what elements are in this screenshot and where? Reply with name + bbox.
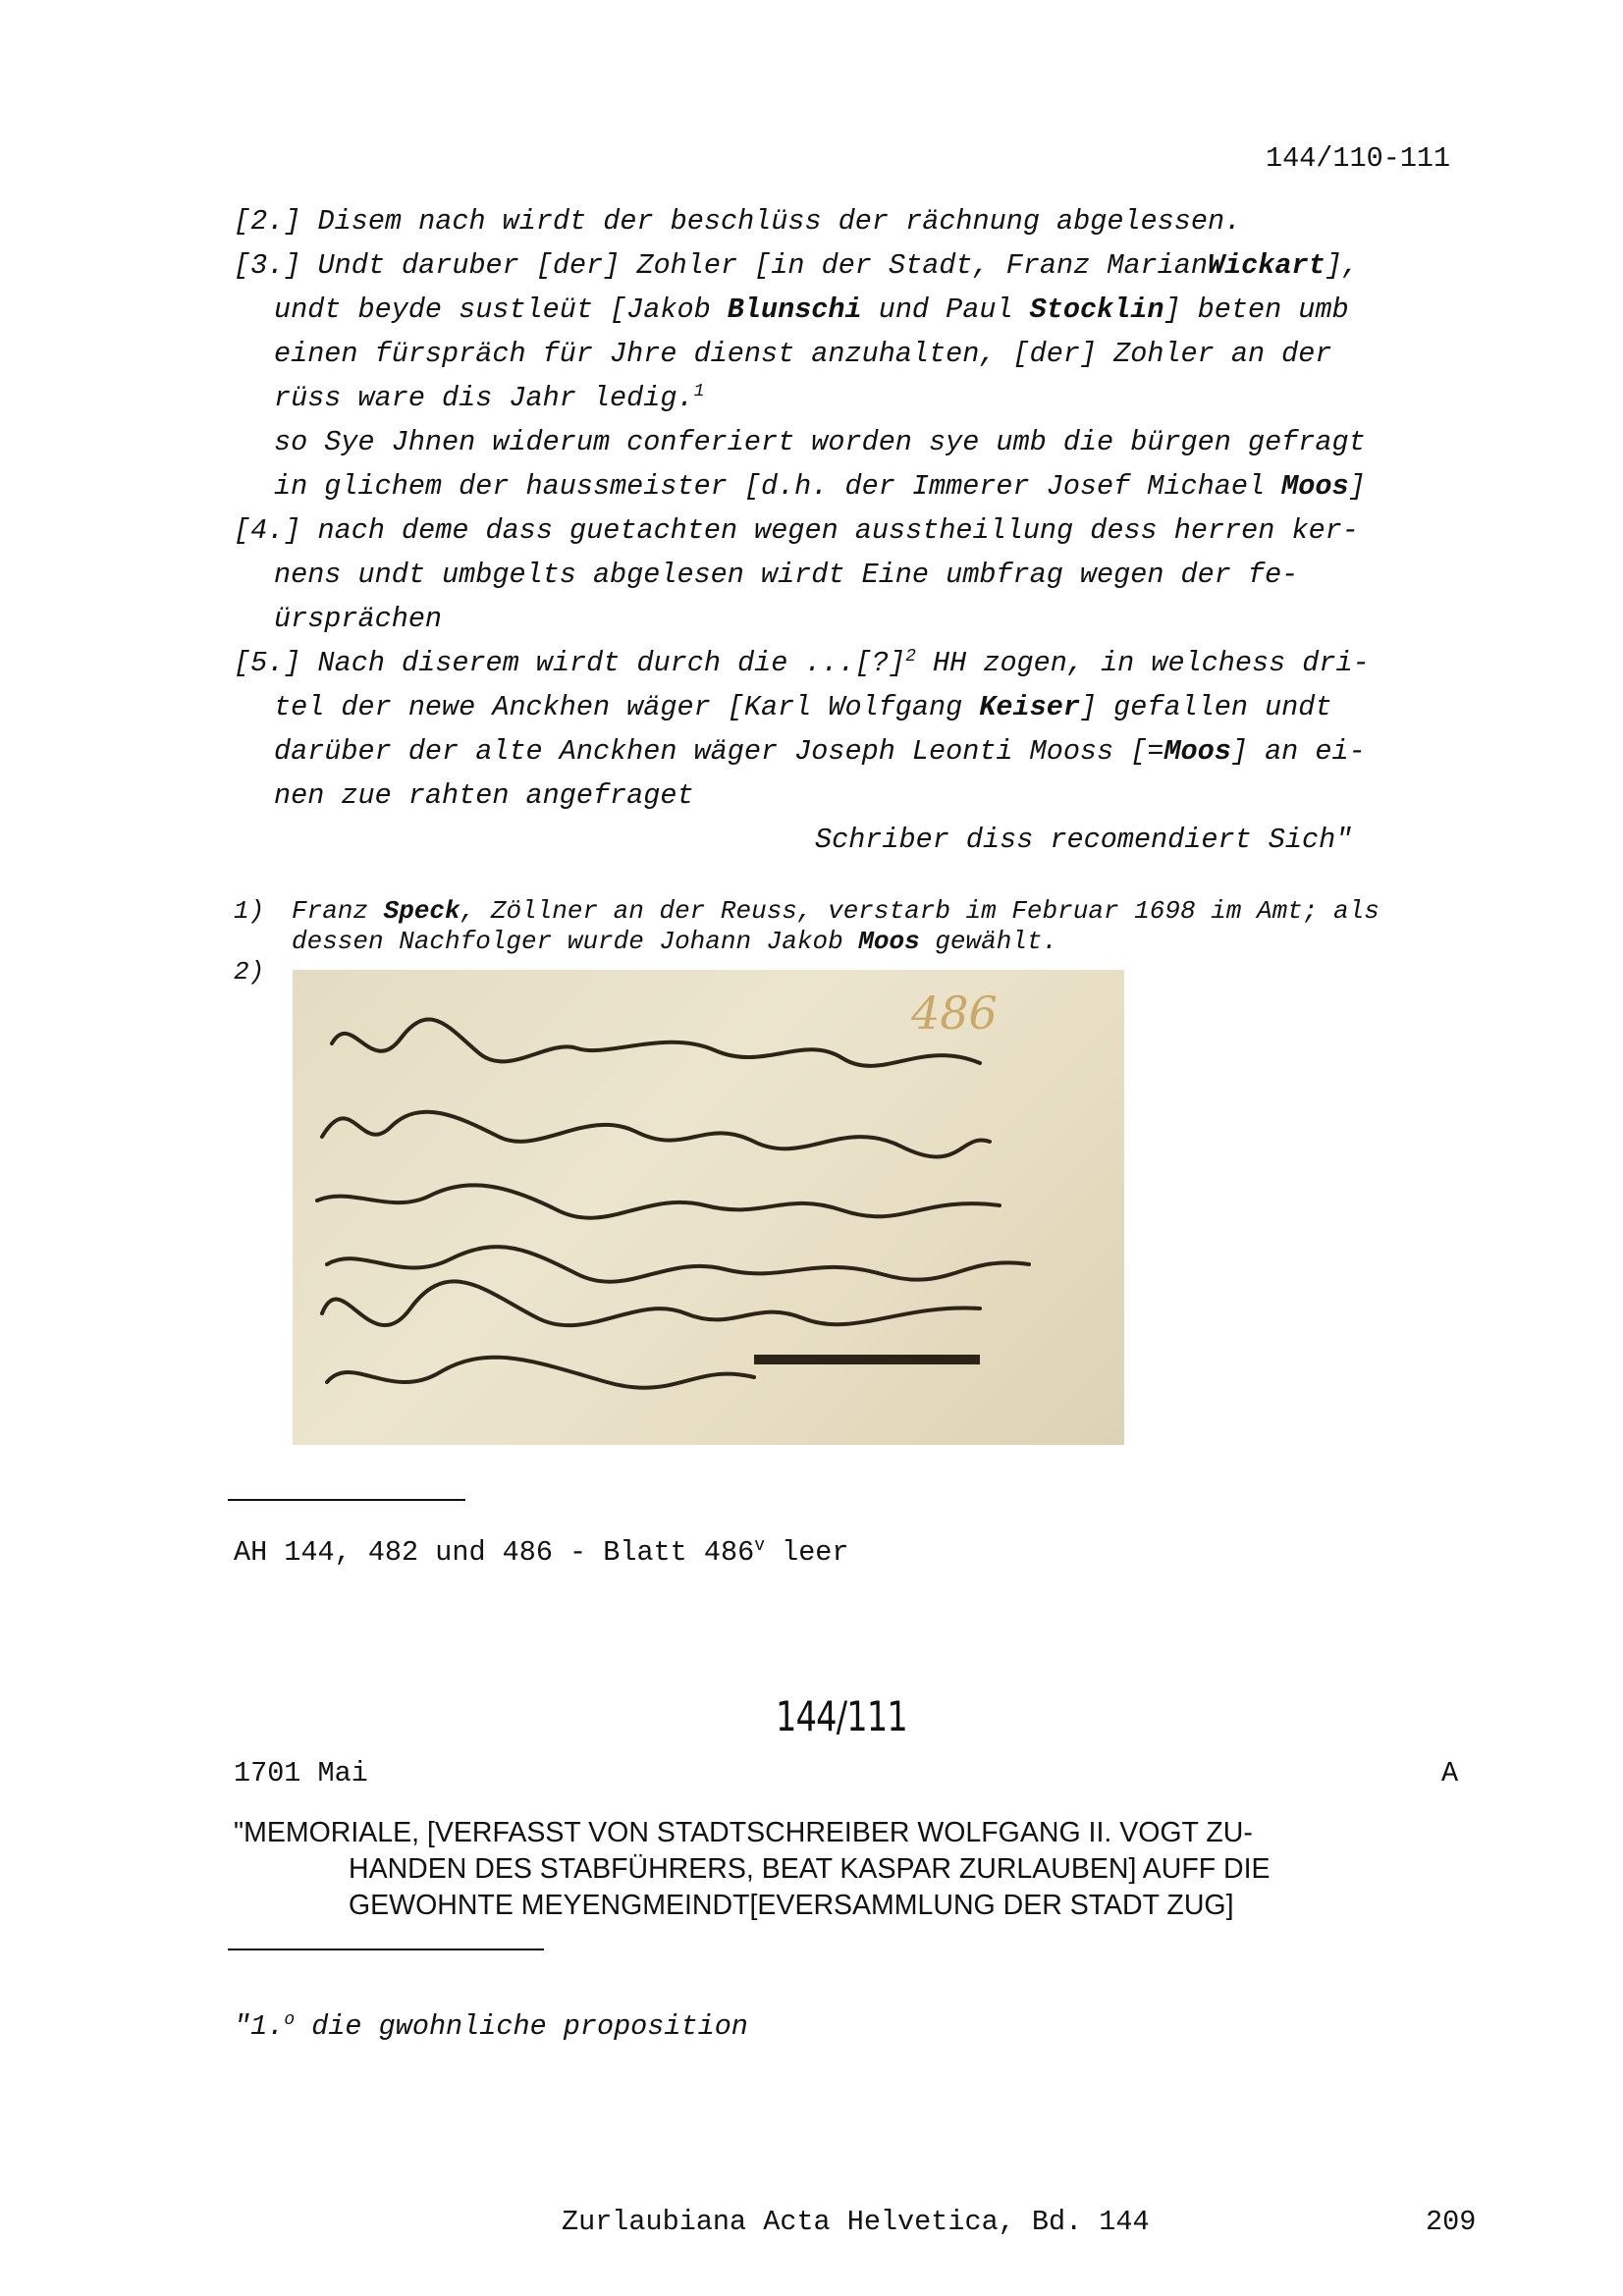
text-line: [4.] nach deme dass guetachten wegen ausstheillung dess herren ker- xyxy=(234,514,1359,547)
footnote-1-line-1: Franz Speck, Zöllner an der Reuss, verstarb im Februar 1698 im Amt; als xyxy=(292,896,1380,926)
text-line: undt beyde sustleüt [Jakob Blunschi und Paul Stocklin] beten umb xyxy=(274,294,1349,326)
text-line-signature: Schriber diss recomendiert Sich" xyxy=(815,824,1353,856)
footnote-2-marker: 2) xyxy=(234,957,265,987)
svg-text:486: 486 xyxy=(911,987,998,1040)
footnote-ref-1: 1 xyxy=(693,382,705,401)
footnote-1-line-2: dessen Nachfolger wurde Johann Jakob Moos gewählt. xyxy=(292,927,1058,956)
page-reference: 144/110-111 xyxy=(1266,142,1451,175)
title-line: HANDEN DES STABFÜHRERS, BEAT KASPAR ZURLAUBEN] AUFF DIE xyxy=(349,1853,1271,1885)
title-line: "MEMORIALE, [VERFASST VON STADTSCHREIBER WOLFGANG II. VOGT ZU- xyxy=(234,1817,1253,1848)
document-heading: 144/111 xyxy=(776,1692,907,1740)
footer-series: Zurlaubiana Acta Helvetica, Bd. 144 xyxy=(562,2206,1150,2238)
source-reference: AH 144, 482 und 486 - Blatt 486$^v$ leer xyxy=(234,1536,849,1569)
text-line: nen zue rahten angefraget xyxy=(274,779,694,812)
footnote-ref-2: 2 xyxy=(905,647,916,667)
text-line: [5.] Nach diserem wirdt durch die ...[?]$^2$ HH zogen, in welchess dri- xyxy=(234,647,1370,679)
first-item: "1.$^o$ die gwohnliche proposition xyxy=(234,2010,748,2043)
document-date: 1701 Mai xyxy=(234,1757,368,1789)
separator-rule xyxy=(228,1949,544,1950)
text-line: so Sye Jhnen widerum conferiert worden sye umb die bürgen gefragt xyxy=(274,426,1366,458)
text-line: einen fürspräch für Jhre dienst anzuhalten, [der] Zohler an der xyxy=(274,338,1332,370)
text-line: nens undt umbgelts abgelesen wirdt Eine umbfrag wegen der fe- xyxy=(274,559,1299,591)
title-line: GEWOHNTE MEYENGMEINDT[EVERSAMMLUNG DER STADT ZUG] xyxy=(349,1890,1234,1921)
text-line: [3.] Undt daruber [der] Zohler [in der Stadt, Franz MarianWickart], xyxy=(234,249,1359,282)
manuscript-scan-image xyxy=(293,970,1124,1445)
separator-rule xyxy=(228,1499,465,1501)
text-line: [2.] Disem nach wirdt der beschlüss der rächnung abgelessen. xyxy=(234,205,1242,238)
footer-page-number: 209 xyxy=(1426,2206,1477,2238)
document-type: A xyxy=(1441,1757,1459,1789)
text-line: ürsprächen xyxy=(274,603,443,635)
text-line: in glichem der haussmeister [d.h. der Immerer Josef Michael Moos] xyxy=(274,470,1366,503)
text-line: rüss ware dis Jahr ledig.$^1$ xyxy=(274,382,705,414)
footnote-1-marker: 1) xyxy=(234,896,265,926)
manuscript-handwriting xyxy=(293,970,1124,1445)
text-line: tel der newe Anckhen wäger [Karl Wolfgang Keiser] gefallen undt xyxy=(274,691,1332,723)
text-line: darüber der alte Anckhen wäger Joseph Leonti Mooss [=Moos] an ei- xyxy=(274,735,1366,768)
